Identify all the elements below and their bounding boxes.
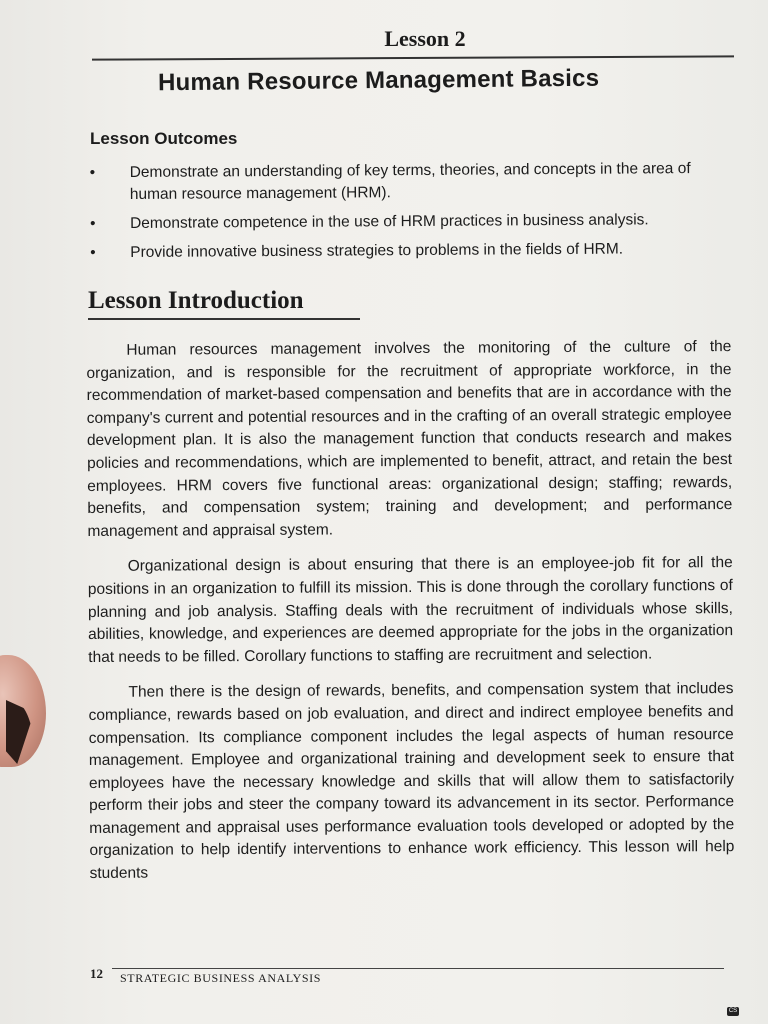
outcome-item [90, 158, 740, 207]
introduction-underline [88, 318, 360, 320]
footer-rule [112, 968, 724, 969]
outcome-text: Provide innovative business strategies to problems in the fields of HRM. [130, 240, 624, 261]
footer-book-title: STRATEGIC BUSINESS ANALYSIS [120, 971, 322, 985]
introduction-heading: Lesson Introduction [88, 287, 304, 314]
body-paragraph: Human resources management involves the monitoring of the culture of the organization, and is responsible for the recruitment of appropriate workforce, in the recommendation of market-based compensation and benefits that are in accordance with the company's current and potential resources and in the crafting of an overall strategic employee development plan. It is also the management function that conducts research and makes policies and recommendations, which are implemented to benefit, attract, and retain the best employees. HRM covers five functional areas: organizational design; staffing; rewards, benefits, and compensation system; training and development; and performance management and appraisal system. [86, 338, 733, 540]
bullet-icon: • [90, 244, 96, 262]
bullet-icon: • [89, 215, 96, 233]
lesson-number: Lesson 2 [384, 26, 466, 51]
body-paragraph: Organizational design is about ensuring that there is an employee-job fit for all the positions in an organization to fulfill its mission. This is done through the corollary functions of planning and job analysis. Staffing deals with the recruitment of individuals whose skills, abilities, knowledge, and experiences are deemed appropriate for the jobs in the organization that needs to be filled. Corollary functions to staffing are recruitment and selection. [87, 554, 734, 666]
header-rule [92, 55, 734, 60]
outcome-text: Demonstrate competence in the use of HRM practices in business analysis. [129, 211, 649, 232]
outcome-item [90, 209, 740, 236]
outcome-item [90, 238, 740, 265]
bullet-icon: • [89, 164, 96, 182]
outcomes-list [90, 158, 741, 272]
page-title: Human Resource Management Basics [157, 64, 600, 97]
introduction-body [86, 336, 734, 899]
outcomes-heading: Lesson Outcomes [90, 129, 238, 148]
page-number: 12 [90, 966, 103, 981]
outcome-text: Demonstrate an understanding of key terms, theories, and concepts in the area of human resource management (HRM). [129, 160, 691, 203]
scanner-logo-icon: CS [728, 1008, 738, 1014]
body-paragraph: Then there is the design of rewards, benefits, and compensation system that includes compliance, rewards based on job evaluation, and direct and indirect employee benefits and compensation. Its compliance component includes the legal aspects of human resource management. Employee and organizational training and development seek to ensure that employees have the necessary knowledge and skills that will allow them to satisfactorily perform their jobs and steer the company toward its advancement in its sector. Performance management and appraisal uses performance evaluation tools developed or adopted by the organization to help identify interventions to enhance work efficiency. This lesson will help students [88, 680, 735, 883]
